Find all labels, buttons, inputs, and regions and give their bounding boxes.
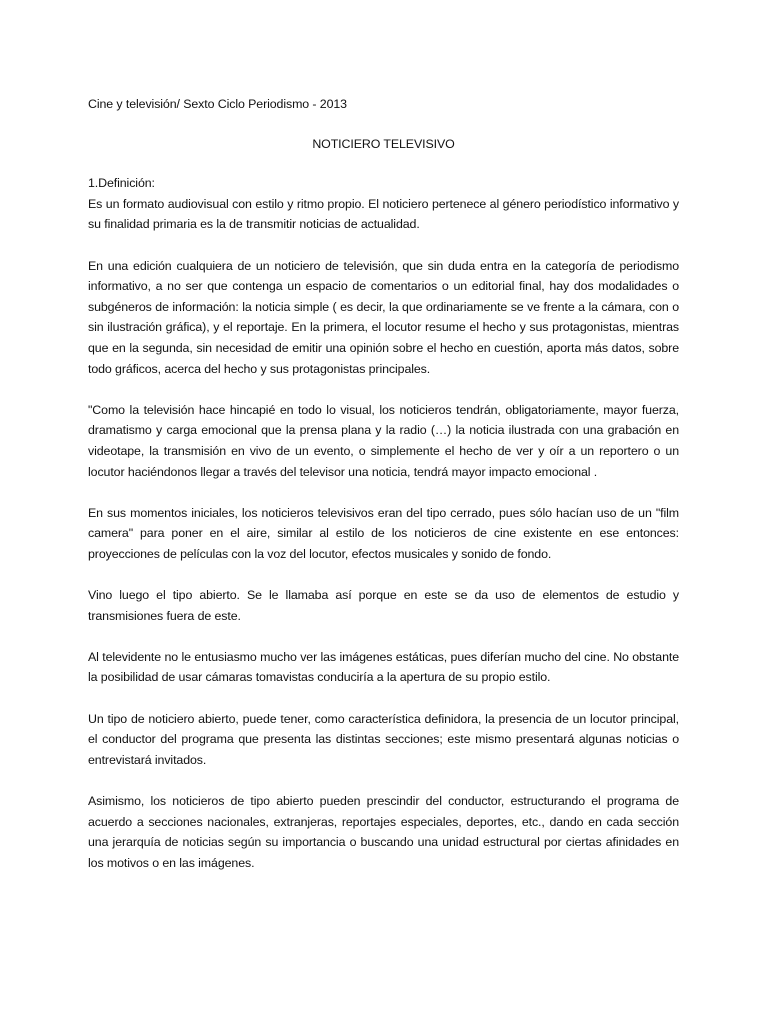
- paragraph-anchor: Un tipo de noticiero abierto, puede tener, como característica definidora, la presencia de un locutor principal, el conductor del programa que presenta las distintas secciones; este mismo presentará algunas noticias o entrevistará invitados.: [88, 711, 679, 767]
- paragraph-viewer: Al televidente no le entusiasmo mucho ver las imágenes estáticas, pues diferían mucho del cine. No obstante la posibilidad de usar cámaras tomavistas conduciría a la apertura de su propio estilo.: [88, 649, 679, 685]
- paragraph-sections: Asimismo, los noticieros de tipo abierto pueden prescindir del conductor, estructurando el programa de acuerdo a secciones nacionales, extranjeras, reportajes especiales, deportes, etc., dando en cada sección una jerarquía de noticias según su importancia o buscando una unidad estructural por ciertas afinidades en los motivos o en las imágenes.: [88, 794, 679, 870]
- document-header: Cine y televisión/ Sexto Ciclo Periodismo - 2013: [88, 97, 347, 111]
- paragraph-open-type: Vino luego el tipo abierto. Se le llamaba así porque en este se da uso de elementos de estudio y transmisiones fuera de este.: [88, 588, 679, 623]
- paragraph-definition: Es un formato audiovisual con estilo y ritmo propio. El noticiero pertenece al género periodístico informativo y su finalidad primaria es la de transmitir noticias de actualidad.: [88, 196, 679, 232]
- document-page: [88, 94, 679, 894]
- paragraph-quote: "Como la televisión hace hincapié en todo lo visual, los noticieros tendrán, obligatoriamente, mayor fuerza, dramatismo y carga emocional que la prensa plana y la radio (…) la noticia ilustrada con una grabación en videotape, la transmisión en vivo de un evento, o simplemente el hecho de ver y oír a un reportero o un locutor haciéndonos llegar a través del televisor una noticia, tendrá mayor impacto emocional .: [88, 402, 679, 479]
- paragraph-modalities: En una edición cualquiera de un noticiero de televisión, que sin duda entra en la categoría de periodismo informativo, a no ser que contenga un espacio de comentarios o un editorial final, hay dos modalidades o subgéneros de información: la noticia simple ( es decir, la que ordinariamente se ve frente a la cámara, con o sin ilustración gráfica), y el reportaje. En la primera, el locutor resume el hecho y sus protagonistas, mientras que en la segunda, sin necesidad de emitir una opinión sobre el hecho en cuestión, aporta más datos, sobre todo gráficos, acerca del hecho y sus protagonistas principales.: [88, 258, 679, 376]
- document-title: NOTICIERO TELEVISIVO: [312, 136, 455, 151]
- paragraph-closed-type: En sus momentos iniciales, los noticieros televisivos eran del tipo cerrado, pues sólo hacían uso de un "film camera" para poner en el aire, similar al estilo de los noticieros de cine existente en ese entonces: proyecciones de películas con la voz del locutor, efectos musicales y sonido de fondo.: [88, 505, 679, 561]
- section-heading: 1.Definición:: [88, 176, 155, 191]
